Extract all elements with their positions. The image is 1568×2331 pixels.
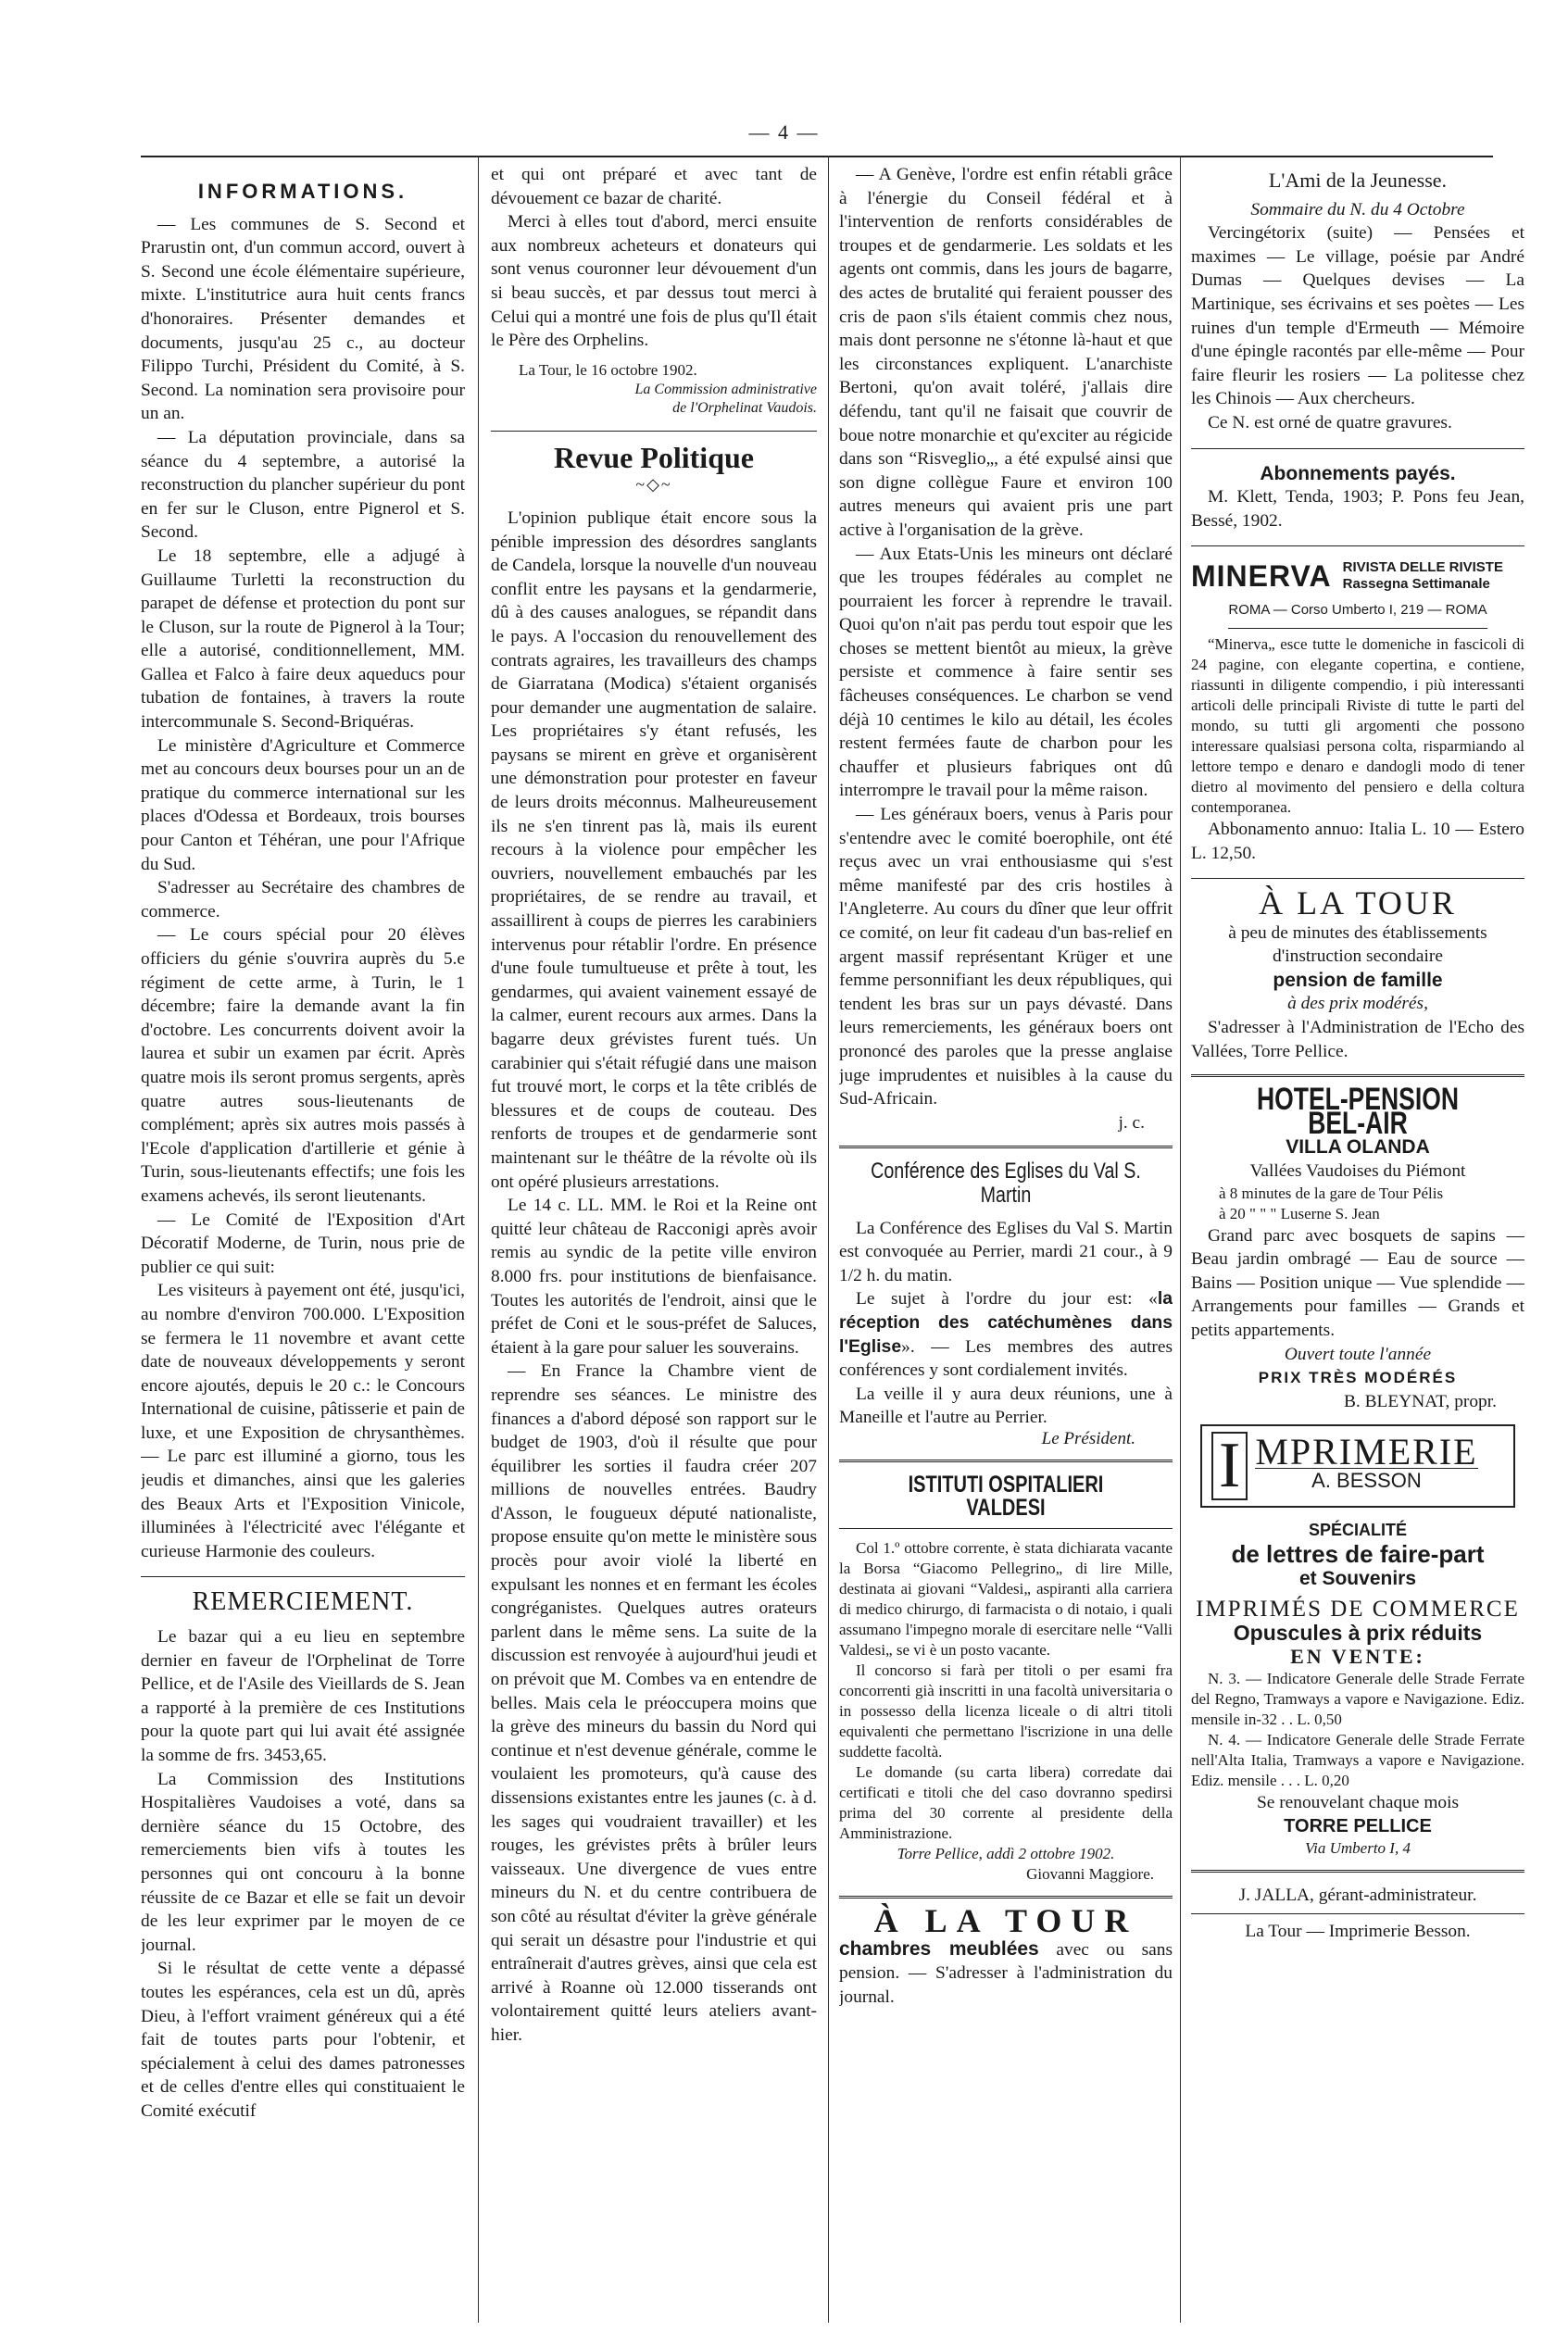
- divider: [1191, 1074, 1524, 1077]
- paragraph: — Aux Etats-Unis les mineurs ont déclaré que les troupes fédérales au complet ne pourraient les forcer à reprendre le travail. Quoi qu'on n'ait pas perdu tout espoir que les choses se mettent bientôt au mieux, la grève persiste et commence à faire sentir ses fâcheuses conséquences. Le charbon se vend déjà 10 centimes le kilo au détail, les écoles restent fermées faute de charbon pour les chauffer et plusieurs fabriques ont dû interrompre le travail pour la même raison.: [839, 544, 1173, 801]
- paragraph: et qui ont préparé et avec tant de dévouement ce bazar de charité.: [491, 165, 817, 208]
- revue-heading: Revue Politique: [554, 440, 754, 474]
- logo-letter: I: [1211, 1432, 1248, 1500]
- paragraph: [839, 1937, 1173, 2010]
- paragraph: Le 18 septembre, elle a adjugé à Guillaume Turletti la reconstruction du parapet de défense et protection du pont sur le Cluson, sur la route de Pignerol à la Tour; elle a autorisé, conditionnellement, MM. Gallea et Falco à faire deux aqueducs pour tubation de fontaines, à travers la route intercommunale S. Second-Briquéras.: [141, 545, 465, 733]
- paragraph: — Le Comité de l'Exposition d'Art Décoratif Moderne, de Turin, nous prie de publier ce qui suit:: [141, 1209, 465, 1277]
- pension-label: pension de famille: [1273, 969, 1443, 991]
- divider: [1191, 1870, 1524, 1873]
- column-divider: [828, 156, 829, 2323]
- paragraph: Abbonamento annuo: Italia L. 10 — Estero L. 12,50.: [1191, 819, 1524, 863]
- signature: j. c.: [1118, 1112, 1145, 1133]
- divider: [1191, 878, 1524, 879]
- text: Le sujet à l'ordre du jour est: «: [856, 1289, 1158, 1310]
- column-1: [141, 163, 465, 2275]
- ouvert-label: Ouvert toute l'année: [1284, 1344, 1432, 1364]
- paragraph: N. 3. — Indicatore Generale delle Strade Ferrate del Regno, Tramways a vapore e Navigazione. Ediz. mensile in-32 . . L. 0,50: [1191, 1669, 1524, 1728]
- signature: La Commission administrative: [634, 381, 817, 397]
- vallees-label: Vallées Vaudoises du Piémont: [1249, 1161, 1466, 1182]
- paragraph: N. 4. — Indicatore Generale delle Strade Ferrate nell'Alta Italia, Tramways a vapore e Navigazione. Ediz. mensile . . . L. 0,20: [1191, 1730, 1524, 1789]
- villa-label: VILLA OLANDA: [1286, 1136, 1430, 1159]
- signature: de l'Orphelinat Vaudois.: [672, 399, 817, 416]
- dateline: La Tour, le 16 octobre 1902.: [519, 360, 697, 379]
- divider: [491, 431, 817, 432]
- text: Rassegna Settimanale: [1342, 576, 1490, 593]
- divider: [839, 1146, 1173, 1148]
- paragraph: “Minerva„ esce tutte le domeniche in fascicoli di 24 pagine, con elegante copertina, e contiene, riassunti in diligente compendio, i più interessanti articoli delle principali Riviste di tutte le parti del mondo, su tutti gli argomenti che possono interessare qualsiasi persona colta, risparmiando al lettore tempo e denaro e dandogli modo di tener dietro al movimento del pensiero e della coltura contemporanea.: [1191, 634, 1524, 816]
- text: chambres meublées: [839, 1937, 1039, 1960]
- paragraph: Grand parc avec bosquets de sapins — Beau jardin ombragé — Eau de source — Bains — Position unique — Vue splendide — Arrangements pour familles — Grands et petits appartements.: [1191, 1225, 1524, 1340]
- paragraph: Le bazar qui a eu lieu en septembre dernier en faveur de l'Orphelinat de Torre Pellice, et de l'Asile des Vieillards de S. Jean a rapporté à la première de ces Institutions pour la quote part qui lui avait été assignée la somme de frs. 3453,65.: [141, 1627, 465, 1765]
- renouvelant-label: Se renouvelant chaque mois: [1256, 1792, 1460, 1812]
- paragraph: S'adresser au Secrétaire des chambres de commerce.: [141, 878, 465, 921]
- column-divider: [1180, 156, 1181, 2323]
- paragraph: [839, 1287, 1173, 1382]
- lettres-label: de lettres de faire-part: [1231, 1539, 1485, 1568]
- minerva-logo: MINERVA: [1191, 558, 1332, 593]
- paragraph: Si le résultat de cette vente a dépassé toutes les espérances, cela est un dû, après Dieu, à l'effort vraiment généreux qui a été fait de toutes parts pour l'obtenir, et spécialement à celui des dames patronesses et de celles d'entre elles qui constituaient le Comité exécutif: [141, 1959, 465, 2121]
- distance-line: à 8 minutes de la gare de Tour Pélis: [1219, 1184, 1444, 1202]
- souvenirs-label: et Souvenirs: [1298, 1567, 1417, 1589]
- minerva-address: ROMA — Corso Umberto I, 219 — ROMA: [1228, 602, 1487, 619]
- paragraph: — Les généraux boers, venus à Paris pour s'entendre avec le comité boerophile, ont été reçus avec un vrai enthousiasme qui s'est même manifesté par des cris hostiles à l'Angleterre. Au cours du dîner que leur offrit ce comité, on leur fit cadeau d'un bas-relief en argent massif représentant Krüger et une femme personnifiant les deux républiques, qui tendent les bras sur un pays dévasté. Dans leurs remerciements, les généraux boers ont prononcé des paroles que la presse anglaise juge imprudentes et nuisibles à la cause du Sud-Africain.: [839, 805, 1173, 1109]
- minerva-ad: [1191, 559, 1524, 593]
- paragraph: L'opinion publique était encore sous la pénible impression des désordres sanglants de Candela, lorsque la nouvelle d'un nouveau conflit entre les paysans et la gendarmerie, dû à des causes analogues, se répandit dans le pays. A l'occasion du renouvellement des contrats agraires, les travailleurs des champs de Giarratana (Modica) s'étaient organisés pour demander une augmentation de salaire. Les propriétaires s'y étant refusés, les paysans se mirent en grève et organisèrent une démonstration pour protester en faveur de leurs droits méconnus. Malheureusement ils ne s'en tinrent pas là, mais ils eurent recours à la violence pour empêcher les ouvriers, nouvellement embauchés par les propriétaires, de se rendre au travail, et assaillirent à coups de pierres les carabiniers intervenus pour rétablir l'ordre. En présence d'une foule tumultueuse et prête à tout, les gendarmes, qui avaient vainement essayé de la calmer, eurent recours aux armes. Dans la bagarre deux grévistes furent tués. Un carabinier qui s'était réfugié dans une maison fut trouvé mort, le corps et la tête criblés de blessures et de coups de couteau. Des renforts de troupes et de gendarmerie sont maintenant sur le théâtre de la révolte où ils ont opéré plusieurs arrestations.: [491, 508, 817, 1192]
- gerant-line: J. JALLA, gérant-administrateur.: [1238, 1886, 1477, 1906]
- paragraph: Col 1.º ottobre corrente, è stata dichiarata vacante la Borsa “Giacomo Pellegrino„ di lire Mille, destinata ai giovani “Valdesi„ aspiranti alla carriera di medico chirurgo, di farmacista o di notaio, i quali assumano l'impegno morale di esercitare nelle “Valli Valdesi„ se vi è un posto vacante.: [839, 1539, 1173, 1660]
- paragraph: — Le cours spécial pour 20 élèves officiers du génie s'ouvrira auprès du 5.e régiment de cette arme, à Turin, le 1 décembre; faire la demande avant la fin d'octobre. Les concurrents doivent avoir la laurea et subir un examen par écrit. Après quatre mois ils seront promus sergents, après quatre autres sous-lieutenants de complément; après six autres mois passés à l'Ecole d'application d'artillerie et génie à Turin, sous-lieutenants effectifs; une fois les examens achevés, ils seront lieutenants.: [141, 925, 465, 1206]
- top-rule: [141, 156, 1493, 157]
- paragraph: Le ministère d'Agriculture et Commerce met au concours deux bourses pour un an de pratique du commerce international sur les places d'Odessa et Bordeaux, trois bourses pour Canton et Téhéran, une pour l'Afrique du Sud.: [141, 735, 465, 874]
- prix-tres-label: PRIX TRÈS MODÉRÉS: [1258, 1369, 1458, 1387]
- paragraph: à peu de minutes des établissements d'instruction secondaire: [1228, 922, 1487, 967]
- paragraph: La Conférence des Eglises du Val S. Martin est convoquée au Perrier, mardi 21 cour., à 9 1/2 h. du matin.: [839, 1218, 1173, 1285]
- paragraph: — Les communes de S. Second et Prarustin ont, d'un commun accord, ouvert à S. Second une école élémentaire supérieure, mixte. L'institutrice aura huit cents francs d'honoraires. Présenter demandes et documents, jusqu'au 25 c., au docteur Filippo Turchi, Président du Comité, à S. Second. La nomination sera provisoire pour un an.: [141, 214, 465, 424]
- column-3: [839, 163, 1173, 2275]
- paragraph: Ce N. est orné de quatre gravures.: [1208, 412, 1452, 432]
- paragraph: Le domande (su carta libera) corredate dai certificati e titoli che del caso dovranno spedirsi prima del 30 corrente al presidente della Amministrazione.: [839, 1763, 1173, 1843]
- hotel-heading: HOTEL-PENSION BEL-AIR: [1256, 1082, 1460, 1141]
- ornament-icon: ~◇~: [635, 475, 672, 495]
- dateline: Torre Pellice, addì 2 ottobre 1902.: [897, 1845, 1115, 1863]
- divider: [1228, 628, 1487, 629]
- divider: [839, 1528, 1173, 1529]
- column-divider: [478, 156, 479, 2323]
- opuscules-label: Opuscules à prix réduits: [1233, 1620, 1483, 1645]
- istituti-heading: ISTITUTI OSPITALIERI VALDESI: [908, 1471, 1104, 1522]
- divider: [1191, 448, 1524, 449]
- signature: Le Président.: [1041, 1428, 1135, 1448]
- divider: [1191, 1913, 1524, 1914]
- imprimes-label: IMPRIMÉS DE COMMERCE: [1196, 1597, 1520, 1623]
- paragraph: La Commission des Institutions Hospitalières Vaudoises a voté, dans sa dernière séance du 15 Octobre, des remerciements bien vifs à toutes les personnes qui ont concouru à la bonne réussite de ce Bazar et elle se fait un devoir de les leur exprimer par le moyen de ce journal.: [141, 1769, 465, 1955]
- paragraph: Merci à elles tout d'abord, merci ensuite aux nombreux acheteurs et donateurs qui sont venus couronner leur dévouement d'un si beau succès, et par dessus tout merci à Celui qui a montré une fois de plus qu'Il était le Père des Orphelins.: [491, 212, 817, 351]
- text: avec ou sans pension. — S'adresser à l'administration du journal.: [839, 1939, 1173, 2007]
- paragraph: Les visiteurs à payement ont été, jusqu'ici, au nombre d'environ 700.000. L'Exposition se fermera le 11 novembre et avant cette date de nouveaux développements y seront encore ajoutés, depuis le 20 c.: le Concours International de cuisine, pâtisserie et pain de luxe, et une Exposition de chrysanthèmes. — Le parc est illuminé a giorno, tous les jeudis et dimanches, ainsi que les galeries des Beaux Arts et l'Exposition Vinicole, illuminées à l'électricité avec l'élégante et curieuse Harmonie des couleurs.: [141, 1281, 465, 1561]
- ami-subtitle: Sommaire du N. du 4 Octobre: [1250, 199, 1465, 219]
- divider: [1191, 545, 1524, 546]
- minerva-subtitle: [1343, 559, 1503, 593]
- paragraph: Vercingétorix (suite) — Pensées et maximes — Le village, poésie par André Dumas — Quelques devises — La Martinique, ses écrivains et ses poètes — Les ruines d'un temple d'Ermeuth — Mémoire d'une épingle racontés par elle-même — Pour faire fleurir les rosiers — La politesse chez les Chinois — Aux chercheurs.: [1191, 223, 1524, 409]
- text: ». — Les membres des autres conférences y sont cordialement invités.: [839, 1336, 1173, 1381]
- distance-line: à 20 " " " Luserne S. Jean: [1219, 1204, 1380, 1222]
- informations-heading: INFORMATIONS.: [197, 180, 408, 203]
- tour-heading: À LA TOUR: [873, 1902, 1138, 1940]
- via-label: Via Umberto I, 4: [1305, 1839, 1411, 1858]
- signature: Giovanni Maggiore.: [1026, 1865, 1154, 1884]
- paragraph: Il concorso si farà per titoli o per esami fra concorrenti già inscritti in una facoltà universitaria o in possesso della licenza liceale o di altri titoli equivalenti che permettano l'iscrizione in una delle suddette facoltà.: [839, 1661, 1173, 1761]
- paragraph: — En France la Chambre vient de reprendre ses séances. Le ministre des finances a d'abord déposé son rapport sur le budget de 1903, d'où il résulte que pour équilibrer les sorties il faudra créer 207 millions de nouvelles entrées. Baudry d'Asson, le fougueux député nationaliste, propose ensuite qu'on mette le ministère sous procès pour avoir violé la liberté en expulsant les nonnes et en fermant les écoles congréganistes. Quelques autres orateurs parlent dans le même sens. La suite de la discussion est renvoyée à aujourd'hui jeudi et on prévoit que M. Combes va en entendre de belles. Mais cela le préoccupera moins que la grève des mineurs du bassin du Nord qui continue et n'est devenue générale, comme le voulaient les promoteurs, qu'à cause des dissensions existantes entre les jaunes (c. à d. les sages qui voudraient travailler) et les rouges, les grévistes prêts à brûler leurs vaisseaux. Une divergence de vues entre mineurs du N. et du centre contribuera de son côté au résultat d'éviter la grève générale qui serait un désastre pour l'industrie et qui entraînerait d'autres grèves, ainsi que cela est arrivé à Roanne où 12.000 tisserands ont volontairement quitté leurs ateliers avant-hier.: [491, 1361, 817, 2045]
- paragraph: La veille il y aura deux réunions, une à Maneille et l'autre au Perrier.: [839, 1384, 1173, 1428]
- remerciement-heading: REMERCIEMENT.: [192, 1587, 414, 1617]
- text: la réception des catéchumènes dans l'Eglise: [839, 1288, 1173, 1357]
- divider: [839, 1460, 1173, 1462]
- divider: [839, 1896, 1173, 1899]
- paragraph: S'adresser à l'Administration de l'Echo des Vallées, Torre Pellice.: [1191, 1018, 1524, 1061]
- paragraph: — La députation provinciale, dans sa séance du 4 septembre, a autorisé la reconstruction du plancher supérieur du pont en fer sur le Cluson, entre Pignerol et S. Second.: [141, 427, 465, 543]
- page-number: — 4 —: [748, 120, 820, 144]
- paragraph: M. Klett, Tenda, 1903; P. Pons feu Jean, Bessé, 1902.: [1191, 487, 1524, 531]
- torre-label: TORRE PELLICE: [1284, 1815, 1432, 1836]
- imprimerie-line: La Tour — Imprimerie Besson.: [1245, 1921, 1471, 1941]
- divider: [141, 1576, 465, 1577]
- paragraph: Le 14 c. LL. MM. le Roi et la Reine ont quitté leur château de Racconigi après avoir remis au syndic de la petite ville environ 8.000 frs. pour institutions de bienfaisance. Toutes les autorités de l'endroit, ainsi que le préfet de Coni et le sous-préfet de Saluces, étaient à la gare pour saluer les souverains.: [491, 1196, 817, 1358]
- prix-label: à des prix modérés,: [1287, 994, 1428, 1014]
- logo-besson: A. BESSON: [1255, 1468, 1477, 1493]
- envente-label: EN VENTE:: [1290, 1645, 1425, 1669]
- alatour-heading: À LA TOUR: [1259, 884, 1457, 922]
- proprietor: B. BLEYNAT, propr.: [1344, 1391, 1497, 1411]
- logo-text: MPRIMERIE: [1255, 1431, 1478, 1473]
- specialite-label: SPÉCIALITÉ: [1308, 1521, 1407, 1540]
- abonnements-heading: Abonnements payés.: [1260, 462, 1456, 484]
- column-4: [1191, 163, 1524, 2275]
- imprimerie-logo: [1200, 1424, 1515, 1508]
- paragraph: — A Genève, l'ordre est enfin rétabli grâce à l'énergie du Conseil fédéral et à l'intervention de renforts considérables de troupes et de gendarmerie. Les soldats et les agents ont commis, dans les jours de bagarre, des actes de brutalité qui feraient pousser des cris de paon s'ils étaient commis chez nous, mais dont personne ne s'étonne là-haut et que les circonstances expliquent. L'anarchiste Bertoni, qu'on avait toléré, j'allais dire défendu, tant qu'il ne faisait que couvrir de boue notre monarchie et qu'exciter au régicide dans son “Risveglio„, a été expulsé ainsi que son digne collègue Faure et environ 100 autres meneurs qui avaient pris une part active à l'organisation de la grève.: [839, 165, 1173, 540]
- text: RIVISTA DELLE RIVISTE: [1342, 559, 1503, 576]
- column-2: [491, 163, 817, 2275]
- ami-heading: L'Ami de la Jeunesse.: [1268, 169, 1448, 192]
- conference-heading: Conférence des Eglises du Val S. Martin: [871, 1159, 1141, 1208]
